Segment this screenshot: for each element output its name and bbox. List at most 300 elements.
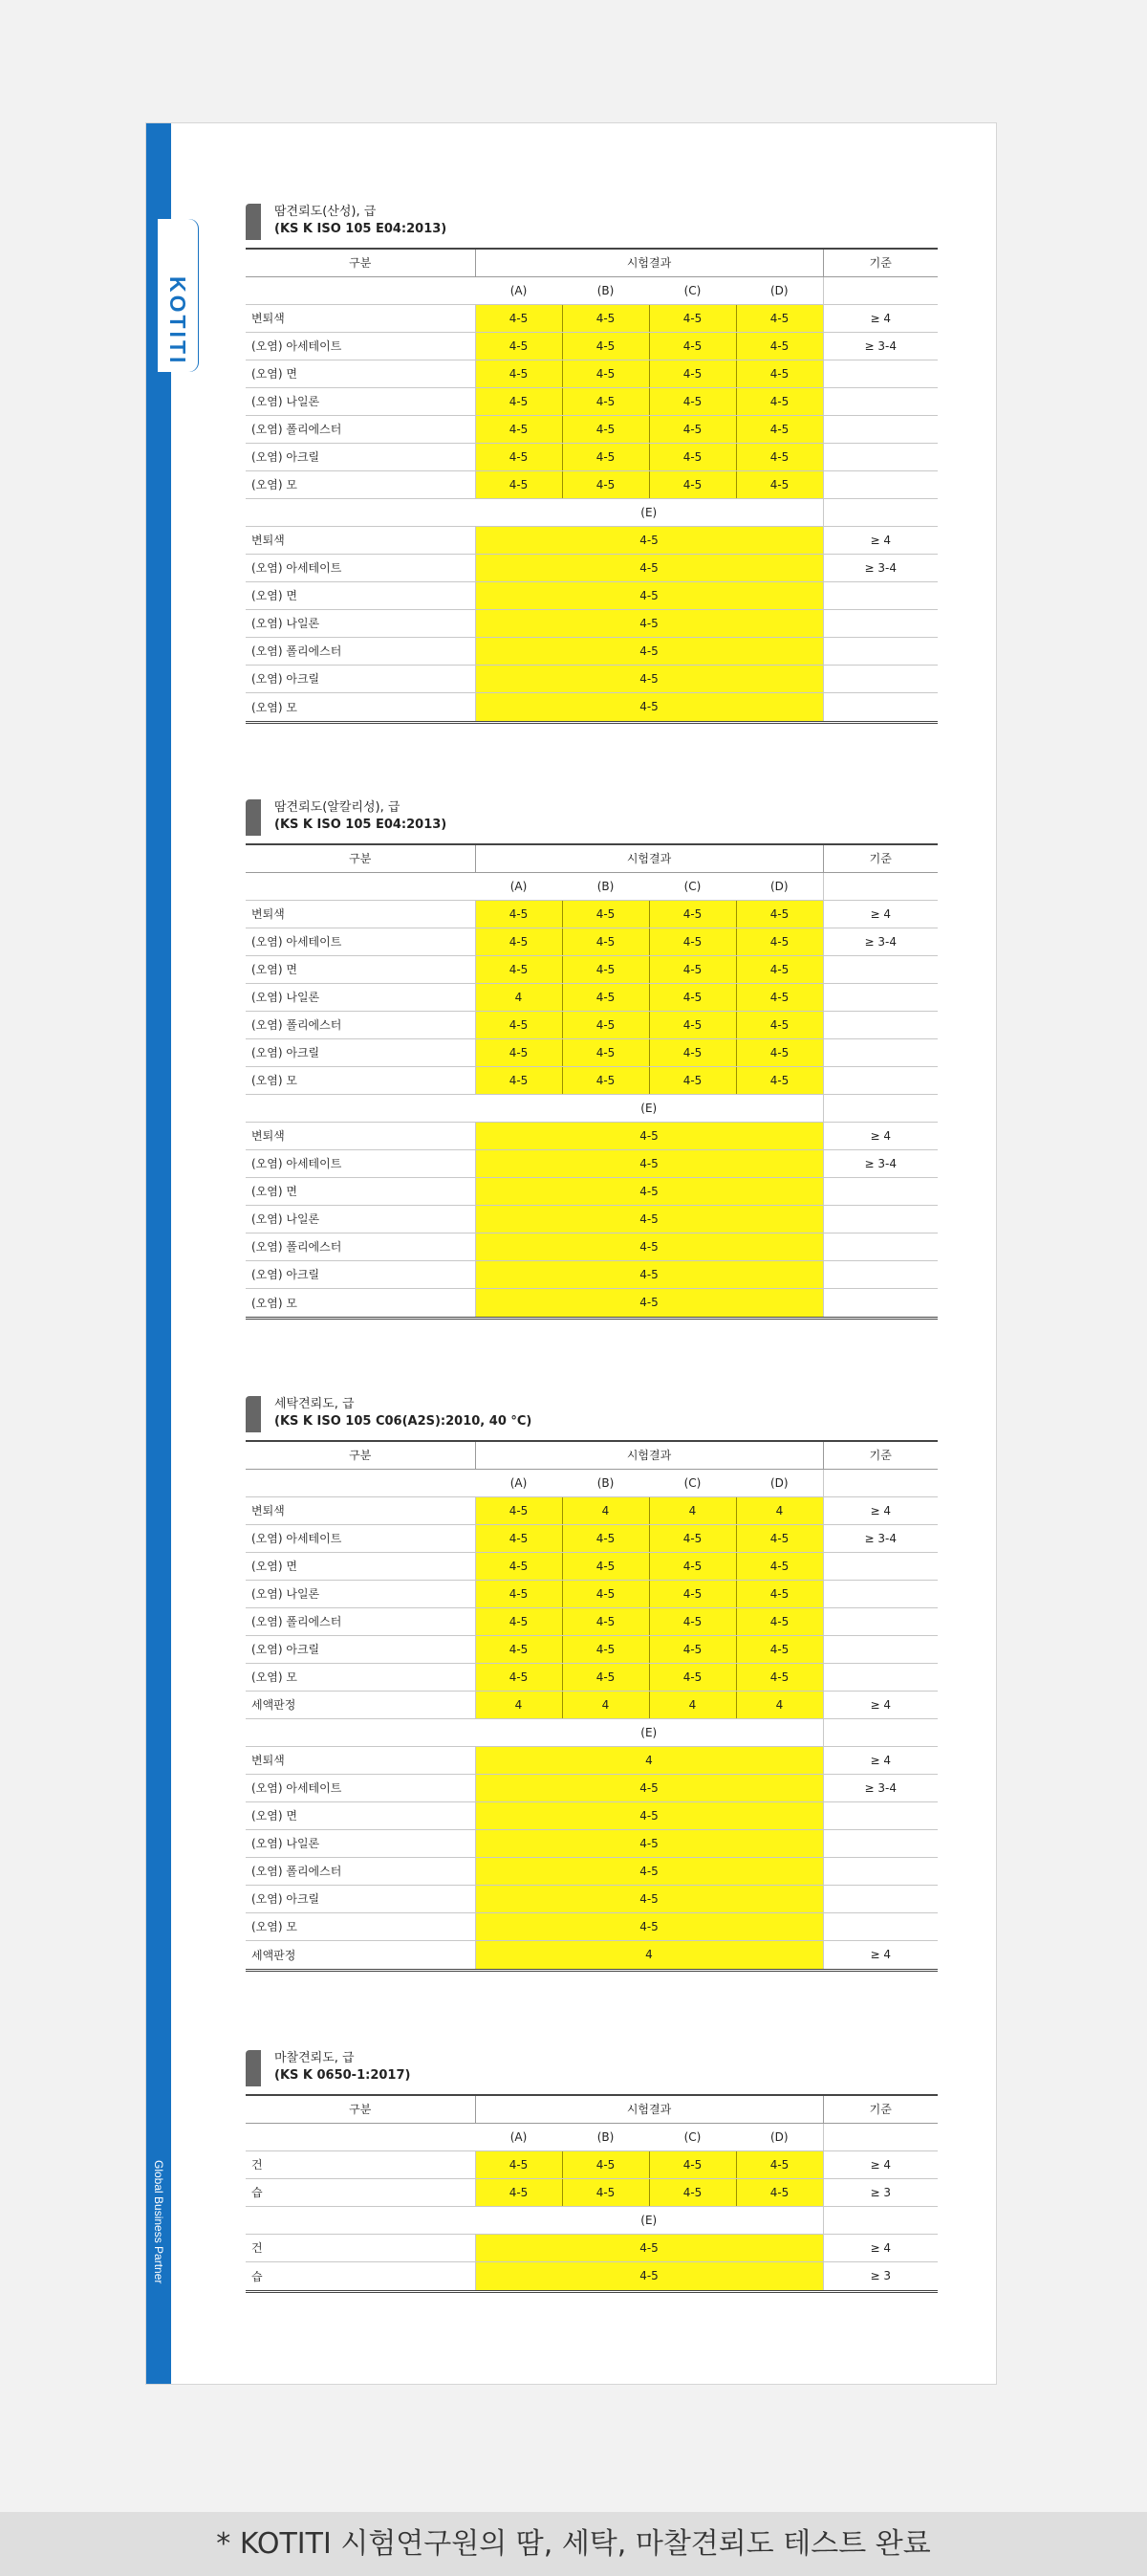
standard-cell	[823, 360, 938, 387]
result-cell-e: 4-5	[475, 1885, 823, 1912]
row-label: (오염) 아세테이트	[246, 1524, 475, 1552]
header-standard: 기준	[823, 1441, 938, 1469]
result-cell: 4-5	[475, 1038, 562, 1066]
table-row	[246, 983, 938, 1011]
row-label: (오염) 나일론	[246, 609, 475, 637]
standard-cell	[823, 1635, 938, 1663]
result-cell-e: 4-5	[475, 692, 823, 722]
result-cell: 4-5	[649, 1011, 736, 1038]
section-title-name: 마찰견뢰도, 급	[274, 2051, 355, 2065]
row-label: (오염) 나일론	[246, 387, 475, 415]
row-label: (오염) 아크릴	[246, 665, 475, 692]
section-title	[246, 200, 938, 242]
standard-cell	[823, 387, 938, 415]
result-cell: 4-5	[649, 900, 736, 928]
row-label: (오염) 아크릴	[246, 1885, 475, 1912]
result-cell: 4-5	[736, 1038, 823, 1066]
standard-cell	[823, 1829, 938, 1857]
result-cell: 4-5	[649, 332, 736, 360]
row-label: 세액판정	[246, 1940, 475, 1970]
row-label: (오염) 나일론	[246, 1580, 475, 1607]
result-cell-e: 4-5	[475, 1801, 823, 1829]
title-marker	[246, 204, 261, 240]
result-cell: 4-5	[649, 1580, 736, 1607]
result-cell-e: 4-5	[475, 1288, 823, 1318]
report-sheet	[145, 122, 997, 2385]
column-label: (C)	[649, 872, 736, 900]
header-category: 구분	[246, 844, 475, 872]
result-cell: 4	[475, 1691, 562, 1718]
row-label: 변퇴색	[246, 304, 475, 332]
result-cell: 4-5	[649, 1635, 736, 1663]
standard-cell: ≥ 4	[823, 1122, 938, 1149]
result-cell: 4-5	[649, 387, 736, 415]
standard-cell	[823, 955, 938, 983]
section-title-name: 땀견뢰도(알칼리성), 급	[274, 800, 400, 815]
result-cell: 4-5	[562, 360, 649, 387]
column-label: (A)	[475, 872, 562, 900]
standard-cell	[823, 609, 938, 637]
result-cell: 4-5	[475, 1011, 562, 1038]
table-row	[246, 928, 938, 955]
table-row	[246, 304, 938, 332]
table-row	[246, 387, 938, 415]
standard-cell	[823, 665, 938, 692]
result-cell: 4	[736, 1496, 823, 1524]
section-title-name: 세탁견뢰도, 급	[274, 1397, 355, 1411]
row-label: (오염) 폴리에스터	[246, 1233, 475, 1260]
result-cell: 4-5	[562, 900, 649, 928]
column-label: (C)	[649, 2123, 736, 2150]
result-cell-e: 4-5	[475, 1260, 823, 1288]
brand-side-bar	[146, 123, 171, 2384]
column-label: (D)	[736, 2123, 823, 2150]
test-section	[246, 200, 938, 724]
row-label: (오염) 폴리에스터	[246, 415, 475, 443]
column-label: (B)	[562, 2123, 649, 2150]
standard-cell	[823, 1663, 938, 1691]
result-cell-e: 4-5	[475, 1233, 823, 1260]
caption-text: * KOTITI 시험연구원의 땀, 세탁, 마찰견뢰도 테스트 완료	[216, 2527, 931, 2561]
table-row	[246, 1496, 938, 1524]
result-cell: 4-5	[562, 1524, 649, 1552]
result-cell: 4-5	[736, 470, 823, 498]
column-label: (A)	[475, 1469, 562, 1496]
table-row	[246, 1912, 938, 1940]
table-header-row	[246, 844, 938, 872]
table-row	[246, 1829, 938, 1857]
table-row	[246, 637, 938, 665]
result-cell: 4-5	[475, 470, 562, 498]
table-row	[246, 332, 938, 360]
standard-cell	[823, 1288, 938, 1318]
table-row	[246, 1663, 938, 1691]
results-table	[246, 843, 938, 1320]
standard-cell	[823, 1885, 938, 1912]
result-cell: 4-5	[736, 1635, 823, 1663]
standard-cell: ≥ 4	[823, 1746, 938, 1774]
standard-cell: ≥ 4	[823, 2234, 938, 2261]
result-cell: 4-5	[562, 1607, 649, 1635]
result-cell: 4-5	[736, 415, 823, 443]
result-cell: 4-5	[562, 1663, 649, 1691]
standard-cell	[823, 983, 938, 1011]
column-label: (C)	[649, 276, 736, 304]
column-label: (D)	[736, 276, 823, 304]
standard-cell	[823, 1607, 938, 1635]
table-row	[246, 900, 938, 928]
result-cell: 4-5	[736, 387, 823, 415]
column-labels-row	[246, 872, 938, 900]
result-cell: 4-5	[736, 1011, 823, 1038]
result-cell: 4-5	[736, 2178, 823, 2206]
table-row	[246, 1607, 938, 1635]
result-cell: 4-5	[562, 387, 649, 415]
table-row	[246, 1885, 938, 1912]
result-cell-e: 4-5	[475, 1857, 823, 1885]
result-cell: 4-5	[736, 928, 823, 955]
column-e-row	[246, 1094, 938, 1122]
row-label: (오염) 아크릴	[246, 1260, 475, 1288]
result-cell: 4-5	[475, 1524, 562, 1552]
standard-cell	[823, 637, 938, 665]
section-title-standard: (KS K ISO 105 E04:2013)	[274, 818, 447, 832]
column-label: (A)	[475, 2123, 562, 2150]
result-cell: 4-5	[562, 955, 649, 983]
standard-cell: ≥ 4	[823, 304, 938, 332]
result-cell: 4-5	[475, 1635, 562, 1663]
table-row	[246, 2234, 938, 2261]
column-e-label: (E)	[475, 498, 823, 526]
row-label: (오염) 모	[246, 1066, 475, 1094]
header-category: 구분	[246, 1441, 475, 1469]
result-cell: 4-5	[562, 2150, 649, 2178]
standard-cell: ≥ 3-4	[823, 1524, 938, 1552]
table-row	[246, 1801, 938, 1829]
standard-cell	[823, 443, 938, 470]
standard-cell	[823, 581, 938, 609]
row-label: (오염) 폴리에스터	[246, 1011, 475, 1038]
result-cell-e: 4	[475, 1746, 823, 1774]
row-label: (오염) 아세테이트	[246, 554, 475, 581]
result-cell: 4-5	[562, 1552, 649, 1580]
result-cell: 4-5	[736, 955, 823, 983]
result-cell: 4-5	[649, 1607, 736, 1635]
table-row	[246, 1233, 938, 1260]
column-e-row	[246, 498, 938, 526]
result-cell: 4-5	[649, 1066, 736, 1094]
result-cell: 4	[736, 1691, 823, 1718]
section-title-name: 땀견뢰도(산성), 급	[274, 205, 377, 219]
section-title-standard: (KS K ISO 105 C06(A2S):2010, 40 °C)	[274, 1414, 532, 1429]
results-table	[246, 1440, 938, 1972]
result-cell: 4-5	[562, 443, 649, 470]
table-row	[246, 1580, 938, 1607]
result-cell: 4-5	[562, 1580, 649, 1607]
result-cell: 4-5	[736, 304, 823, 332]
caption-bar	[0, 2512, 1147, 2576]
column-label: (A)	[475, 276, 562, 304]
table-row	[246, 443, 938, 470]
standard-cell: ≥ 3	[823, 2261, 938, 2291]
column-label: (D)	[736, 872, 823, 900]
row-label: (오염) 폴리에스터	[246, 1857, 475, 1885]
table-row	[246, 1940, 938, 1970]
row-label: (오염) 모	[246, 470, 475, 498]
row-label: (오염) 아세테이트	[246, 1149, 475, 1177]
result-cell: 4-5	[475, 1552, 562, 1580]
table-header-row	[246, 1441, 938, 1469]
column-label: (B)	[562, 276, 649, 304]
row-label: (오염) 아크릴	[246, 1635, 475, 1663]
column-e-row	[246, 1718, 938, 1746]
table-row	[246, 1260, 938, 1288]
table-row	[246, 2261, 938, 2291]
standard-cell	[823, 1011, 938, 1038]
row-label: (오염) 모	[246, 1663, 475, 1691]
table-row	[246, 1149, 938, 1177]
result-cell-e: 4-5	[475, 1205, 823, 1233]
column-e-label: (E)	[475, 1094, 823, 1122]
column-label: (D)	[736, 1469, 823, 1496]
result-cell: 4	[649, 1691, 736, 1718]
standard-cell	[823, 1801, 938, 1829]
row-label: (오염) 면	[246, 1801, 475, 1829]
row-label: (오염) 면	[246, 1177, 475, 1205]
results-table	[246, 2094, 938, 2293]
row-label: (오염) 폴리에스터	[246, 637, 475, 665]
result-cell: 4-5	[736, 1066, 823, 1094]
result-cell-e: 4-5	[475, 2234, 823, 2261]
table-row	[246, 1691, 938, 1718]
section-title	[246, 2046, 938, 2088]
standard-cell: ≥ 4	[823, 526, 938, 554]
result-cell: 4-5	[736, 983, 823, 1011]
row-label: 변퇴색	[246, 1122, 475, 1149]
standard-cell: ≥ 3-4	[823, 928, 938, 955]
result-cell: 4-5	[562, 2178, 649, 2206]
row-label: 변퇴색	[246, 900, 475, 928]
header-results: 시험결과	[475, 844, 823, 872]
column-labels-row	[246, 2123, 938, 2150]
standard-cell: ≥ 4	[823, 1691, 938, 1718]
header-standard: 기준	[823, 844, 938, 872]
row-label: (오염) 면	[246, 360, 475, 387]
result-cell: 4-5	[736, 1524, 823, 1552]
column-e-label: (E)	[475, 1718, 823, 1746]
row-label: (오염) 면	[246, 1552, 475, 1580]
standard-cell	[823, 1580, 938, 1607]
result-cell: 4-5	[562, 1066, 649, 1094]
standard-cell: ≥ 4	[823, 900, 938, 928]
result-cell: 4-5	[649, 415, 736, 443]
result-cell: 4-5	[562, 415, 649, 443]
results-table	[246, 248, 938, 724]
header-standard: 기준	[823, 2095, 938, 2123]
result-cell-e: 4-5	[475, 665, 823, 692]
result-cell: 4-5	[475, 1066, 562, 1094]
standard-cell	[823, 1205, 938, 1233]
standard-cell	[823, 1177, 938, 1205]
result-cell-e: 4-5	[475, 1149, 823, 1177]
column-label: (B)	[562, 1469, 649, 1496]
column-labels-row	[246, 276, 938, 304]
table-row	[246, 1552, 938, 1580]
result-cell: 4-5	[475, 387, 562, 415]
test-section	[246, 796, 938, 1320]
standard-cell: ≥ 4	[823, 1940, 938, 1970]
result-cell: 4-5	[649, 2178, 736, 2206]
table-row	[246, 609, 938, 637]
result-cell: 4-5	[649, 470, 736, 498]
row-label: (오염) 나일론	[246, 1205, 475, 1233]
result-cell-e: 4-5	[475, 1912, 823, 1940]
table-row	[246, 2178, 938, 2206]
row-label: (오염) 모	[246, 1288, 475, 1318]
result-cell: 4-5	[562, 1635, 649, 1663]
result-cell-e: 4-5	[475, 2261, 823, 2291]
result-cell: 4-5	[649, 983, 736, 1011]
result-cell-e: 4-5	[475, 581, 823, 609]
row-label: (오염) 아크릴	[246, 443, 475, 470]
standard-cell	[823, 692, 938, 722]
table-row	[246, 581, 938, 609]
result-cell-e: 4	[475, 1940, 823, 1970]
table-row	[246, 692, 938, 722]
column-label: (C)	[649, 1469, 736, 1496]
result-cell: 4-5	[736, 1580, 823, 1607]
table-row	[246, 1774, 938, 1801]
title-marker	[246, 799, 261, 836]
kotiti-logo: KOTITI	[165, 276, 190, 366]
result-cell: 4-5	[475, 360, 562, 387]
header-results: 시험결과	[475, 1441, 823, 1469]
result-cell: 4-5	[475, 443, 562, 470]
table-row	[246, 1066, 938, 1094]
row-label: 건	[246, 2234, 475, 2261]
result-cell: 4-5	[562, 470, 649, 498]
result-cell: 4	[475, 983, 562, 1011]
result-cell: 4-5	[475, 1496, 562, 1524]
standard-cell	[823, 470, 938, 498]
result-cell: 4-5	[475, 332, 562, 360]
column-labels-row	[246, 1469, 938, 1496]
result-cell-e: 4-5	[475, 554, 823, 581]
result-cell: 4-5	[475, 1580, 562, 1607]
column-e-row	[246, 2206, 938, 2234]
test-section	[246, 1392, 938, 1972]
result-cell: 4-5	[475, 928, 562, 955]
table-row	[246, 665, 938, 692]
result-cell: 4-5	[562, 304, 649, 332]
brand-tagline: Global Business Partner	[152, 2160, 165, 2284]
result-cell: 4-5	[475, 955, 562, 983]
header-category: 구분	[246, 2095, 475, 2123]
standard-cell	[823, 1912, 938, 1940]
standard-cell	[823, 415, 938, 443]
table-row	[246, 2150, 938, 2178]
result-cell: 4-5	[475, 415, 562, 443]
result-cell: 4-5	[736, 1607, 823, 1635]
standard-cell	[823, 1233, 938, 1260]
section-title-standard: (KS K 0650-1:2017)	[274, 2068, 411, 2083]
result-cell: 4-5	[649, 360, 736, 387]
row-label: 변퇴색	[246, 526, 475, 554]
row-label: (오염) 모	[246, 692, 475, 722]
row-label: 습	[246, 2261, 475, 2291]
table-header-row	[246, 2095, 938, 2123]
row-label: (오염) 아세테이트	[246, 332, 475, 360]
standard-cell	[823, 1038, 938, 1066]
table-row	[246, 360, 938, 387]
section-title	[246, 1392, 938, 1434]
table-row	[246, 554, 938, 581]
table-row	[246, 415, 938, 443]
section-title-standard: (KS K ISO 105 E04:2013)	[274, 222, 447, 236]
result-cell: 4-5	[475, 2150, 562, 2178]
standard-cell: ≥ 3-4	[823, 1149, 938, 1177]
table-row	[246, 1857, 938, 1885]
result-cell: 4	[562, 1691, 649, 1718]
row-label: 습	[246, 2178, 475, 2206]
table-row	[246, 1288, 938, 1318]
standard-cell: ≥ 3-4	[823, 332, 938, 360]
standard-cell	[823, 1857, 938, 1885]
test-section	[246, 2046, 938, 2293]
result-cell: 4-5	[649, 443, 736, 470]
result-cell: 4-5	[562, 332, 649, 360]
result-cell: 4-5	[649, 2150, 736, 2178]
result-cell: 4-5	[736, 443, 823, 470]
result-cell-e: 4-5	[475, 609, 823, 637]
table-row	[246, 1038, 938, 1066]
title-marker	[246, 2050, 261, 2086]
table-row	[246, 470, 938, 498]
result-cell: 4-5	[736, 900, 823, 928]
row-label: (오염) 면	[246, 955, 475, 983]
table-row	[246, 1635, 938, 1663]
result-cell: 4	[562, 1496, 649, 1524]
result-cell: 4-5	[475, 900, 562, 928]
row-label: 변퇴색	[246, 1746, 475, 1774]
standard-cell	[823, 1552, 938, 1580]
result-cell: 4-5	[649, 1552, 736, 1580]
result-cell: 4-5	[736, 1663, 823, 1691]
row-label: (오염) 나일론	[246, 1829, 475, 1857]
header-category: 구분	[246, 249, 475, 276]
standard-cell: ≥ 3-4	[823, 1774, 938, 1801]
result-cell: 4-5	[649, 1524, 736, 1552]
result-cell: 4-5	[562, 928, 649, 955]
title-marker	[246, 1396, 261, 1432]
result-cell: 4-5	[475, 1607, 562, 1635]
section-title	[246, 796, 938, 838]
result-cell: 4	[649, 1496, 736, 1524]
column-e-label: (E)	[475, 2206, 823, 2234]
result-cell: 4-5	[475, 1663, 562, 1691]
row-label: 세액판정	[246, 1691, 475, 1718]
header-results: 시험결과	[475, 249, 823, 276]
result-cell: 4-5	[649, 1663, 736, 1691]
result-cell: 4-5	[562, 983, 649, 1011]
standard-cell: ≥ 4	[823, 2150, 938, 2178]
table-row	[246, 1011, 938, 1038]
result-cell: 4-5	[562, 1011, 649, 1038]
row-label: 건	[246, 2150, 475, 2178]
row-label: (오염) 아세테이트	[246, 928, 475, 955]
result-cell: 4-5	[736, 2150, 823, 2178]
row-label: (오염) 아크릴	[246, 1038, 475, 1066]
